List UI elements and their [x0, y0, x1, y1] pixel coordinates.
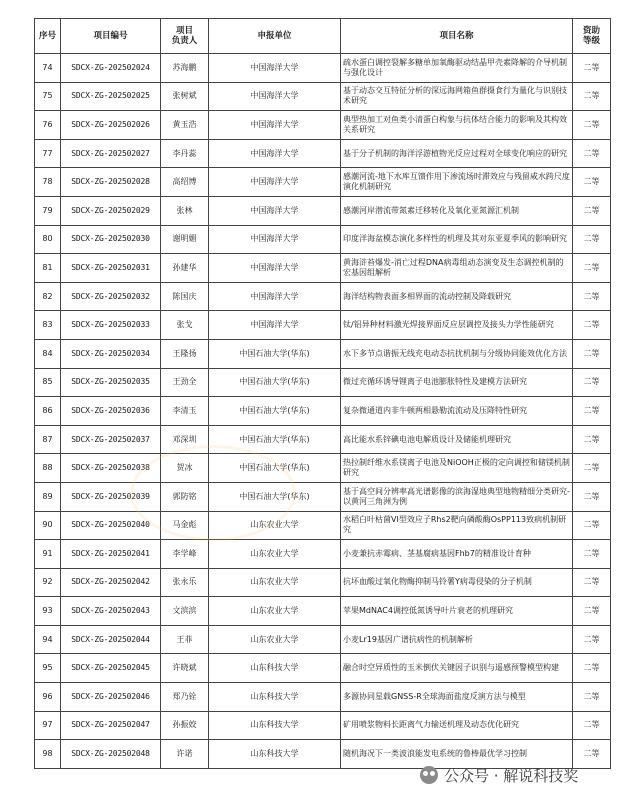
cell-seq: 76 — [35, 111, 61, 140]
cell-level: 二等 — [573, 54, 611, 83]
cell-unit: 中国石油大学(华东) — [209, 368, 341, 397]
cell-code: SDCX-ZG-202502037 — [61, 425, 161, 454]
cell-code: SDCX-ZG-202502032 — [61, 282, 161, 311]
cell-code: SDCX-ZG-202502045 — [61, 654, 161, 683]
cell-leader: 许晓斌 — [161, 654, 209, 683]
table-row — [35, 597, 611, 626]
cell-level: 二等 — [573, 654, 611, 683]
cell-level: 二等 — [573, 282, 611, 311]
cell-leader: 王劲全 — [161, 368, 209, 397]
cell-code: SDCX-ZG-202502038 — [61, 454, 161, 483]
cell-level: 二等 — [573, 454, 611, 483]
wechat-icon — [420, 766, 438, 784]
cell-level: 二等 — [573, 82, 611, 111]
header-unit: 申报单位 — [209, 19, 341, 54]
cell-leader: 孙建华 — [161, 254, 209, 283]
cell-leader: 贺冰 — [161, 454, 209, 483]
cell-leader: 陈国庆 — [161, 282, 209, 311]
table-header-row — [35, 19, 611, 54]
cell-unit: 中国石油大学(华东) — [209, 339, 341, 368]
header-level: 资助 等级 — [573, 19, 611, 54]
cell-unit: 中国海洋大学 — [209, 311, 341, 340]
cell-code: SDCX-ZG-202502027 — [61, 139, 161, 168]
cell-level: 二等 — [573, 254, 611, 283]
cell-title: 基于高空间分辨率高光谱影像的滨海湿地典型地物精细分类研究-以黄河三角洲为例 — [341, 482, 573, 511]
cell-title: 感潮河岸潜流带氮素迁移转化及氧化亚氮源汇机制 — [341, 196, 573, 225]
cell-leader: 张戈 — [161, 311, 209, 340]
cell-seq: 77 — [35, 139, 61, 168]
cell-title: 水下多节点谐振无线充电动态抗扰机制与分级协同能效优化方法 — [341, 339, 573, 368]
cell-seq: 84 — [35, 339, 61, 368]
cell-unit: 中国石油大学(华东) — [209, 397, 341, 426]
table-row — [35, 511, 611, 540]
cell-level: 二等 — [573, 511, 611, 540]
cell-seq: 79 — [35, 196, 61, 225]
cell-unit: 中国海洋大学 — [209, 225, 341, 254]
cell-level: 二等 — [573, 139, 611, 168]
cell-title: 复杂微通道内非牛顿两相悬勒流流动及压降特性研究 — [341, 397, 573, 426]
cell-leader: 文滨滨 — [161, 597, 209, 626]
cell-seq: 85 — [35, 368, 61, 397]
cell-seq: 96 — [35, 683, 61, 712]
table-row — [35, 482, 611, 511]
cell-seq: 86 — [35, 397, 61, 426]
project-table — [34, 18, 611, 769]
cell-leader: 高绍博 — [161, 168, 209, 197]
cell-title: 小麦兼抗赤霉病、茎基腐病基因Fhb7的精准设计育种 — [341, 540, 573, 569]
cell-title: 微过充循环诱导锂离子电池膨胀特性及建模方法研究 — [341, 368, 573, 397]
cell-title: 印度洋海盆模态演化多样性的机理及其对东亚夏季风的影响研究 — [341, 225, 573, 254]
table-row — [35, 683, 611, 712]
cell-unit: 山东科技大学 — [209, 711, 341, 740]
cell-unit: 山东农业大学 — [209, 625, 341, 654]
cell-seq: 95 — [35, 654, 61, 683]
cell-level: 二等 — [573, 339, 611, 368]
cell-code: SDCX-ZG-202502026 — [61, 111, 161, 140]
cell-leader: 马金彪 — [161, 511, 209, 540]
table-row — [35, 625, 611, 654]
cell-title: 海洋结构物表面多相界面的流动控制及降载研究 — [341, 282, 573, 311]
cell-code: SDCX-ZG-202502046 — [61, 683, 161, 712]
cell-level: 二等 — [573, 111, 611, 140]
table-row — [35, 654, 611, 683]
cell-leader: 李学峰 — [161, 540, 209, 569]
cell-seq: 98 — [35, 740, 61, 769]
cell-code: SDCX-ZG-202502025 — [61, 82, 161, 111]
cell-title: 基于动态交互特征分析的深远海网箱鱼群摄食行为量化与识别技术研究 — [341, 82, 573, 111]
cell-level: 二等 — [573, 397, 611, 426]
cell-level: 二等 — [573, 740, 611, 769]
cell-seq: 92 — [35, 568, 61, 597]
cell-title: 小麦Lr19基因广谱抗病性的机制解析 — [341, 625, 573, 654]
cell-seq: 89 — [35, 482, 61, 511]
cell-seq: 90 — [35, 511, 61, 540]
cell-seq: 83 — [35, 311, 61, 340]
cell-unit: 中国海洋大学 — [209, 111, 341, 140]
cell-seq: 80 — [35, 225, 61, 254]
cell-seq: 94 — [35, 625, 61, 654]
cell-unit: 山东科技大学 — [209, 654, 341, 683]
cell-seq: 88 — [35, 454, 61, 483]
wechat-watermark — [420, 760, 630, 790]
header-title: 项目名称 — [341, 19, 573, 54]
cell-level: 二等 — [573, 482, 611, 511]
table-row — [35, 540, 611, 569]
cell-code: SDCX-ZG-202502039 — [61, 482, 161, 511]
cell-code: SDCX-ZG-202502029 — [61, 196, 161, 225]
header-code: 项目编号 — [61, 19, 161, 54]
cell-level: 二等 — [573, 597, 611, 626]
table-row — [35, 196, 611, 225]
table-row — [35, 82, 611, 111]
cell-title: 热拉制纤维水系镁离子电池及NiOOH正极的定向调控和储镁机制研究 — [341, 454, 573, 483]
cell-title: 矿用喷浆物料长距离气力输送机理及动态优化研究 — [341, 711, 573, 740]
cell-seq: 82 — [35, 282, 61, 311]
cell-title: 水稻白叶枯菌VI型效应子Rhs2靶向磷酸酶OsPP113致病机制研究 — [341, 511, 573, 540]
cell-leader: 张林 — [161, 196, 209, 225]
cell-seq: 91 — [35, 540, 61, 569]
cell-title: 高比能水系锌碘电池电解质设计及储能机理研究 — [341, 425, 573, 454]
cell-level: 二等 — [573, 683, 611, 712]
cell-leader: 郭防铭 — [161, 482, 209, 511]
cell-title: 疏水蛋白调控裂解多糖单加氧酶驱动结晶甲壳素降解的介导机制与强化设计 — [341, 54, 573, 83]
cell-unit: 中国海洋大学 — [209, 82, 341, 111]
cell-title: 抗坏血酸过氧化物酶抑制马铃薯Y病毒侵染的分子机制 — [341, 568, 573, 597]
table-row — [35, 168, 611, 197]
cell-seq: 93 — [35, 597, 61, 626]
cell-title: 基于分子机制的海洋浮游植物光反应过程对全球变化响应的研究 — [341, 139, 573, 168]
cell-seq: 74 — [35, 54, 61, 83]
cell-unit: 中国石油大学(华东) — [209, 454, 341, 483]
cell-level: 二等 — [573, 625, 611, 654]
table-row — [35, 454, 611, 483]
table-row — [35, 311, 611, 340]
cell-leader: 王菲 — [161, 625, 209, 654]
cell-leader: 王隆扬 — [161, 339, 209, 368]
cell-level: 二等 — [573, 425, 611, 454]
table-row — [35, 54, 611, 83]
cell-title: 随机海况下一类波浪能发电系统的鲁棒最优学习控制 — [341, 740, 573, 769]
cell-code: SDCX-ZG-202502047 — [61, 711, 161, 740]
table-row — [35, 225, 611, 254]
cell-title: 多源协同星载GNSS-R全球海面盐度反演方法与模型 — [341, 683, 573, 712]
table-row — [35, 111, 611, 140]
header-seq: 序号 — [35, 19, 61, 54]
cell-seq: 97 — [35, 711, 61, 740]
cell-level: 二等 — [573, 225, 611, 254]
cell-unit: 山东农业大学 — [209, 511, 341, 540]
cell-leader: 邓深圳 — [161, 425, 209, 454]
cell-code: SDCX-ZG-202502024 — [61, 54, 161, 83]
cell-unit: 中国海洋大学 — [209, 254, 341, 283]
cell-unit: 山东农业大学 — [209, 597, 341, 626]
cell-unit: 中国海洋大学 — [209, 139, 341, 168]
table-row — [35, 282, 611, 311]
cell-unit: 中国海洋大学 — [209, 282, 341, 311]
table-row — [35, 139, 611, 168]
cell-unit: 中国海洋大学 — [209, 168, 341, 197]
cell-unit: 中国石油大学(华东) — [209, 482, 341, 511]
cell-leader: 谢明媚 — [161, 225, 209, 254]
cell-leader: 张树斌 — [161, 82, 209, 111]
table-row — [35, 339, 611, 368]
cell-leader: 苏海鹏 — [161, 54, 209, 83]
cell-level: 二等 — [573, 540, 611, 569]
cell-title: 融合时空异质性的玉米倒伏关键因子识别与遥感预警模型构建 — [341, 654, 573, 683]
cell-code: SDCX-ZG-202502041 — [61, 540, 161, 569]
cell-level: 二等 — [573, 711, 611, 740]
cell-title: 感潮河流-地下水库互馈作用下渗流场时滞效应与残留咸水跨尺度演化机制研究 — [341, 168, 573, 197]
cell-leader: 郑乃铨 — [161, 683, 209, 712]
cell-seq: 87 — [35, 425, 61, 454]
cell-code: SDCX-ZG-202502048 — [61, 740, 161, 769]
cell-title: 黄海浒苔爆发-消亡过程DNA病毒组动态演变及生态调控机制的宏基因组解析 — [341, 254, 573, 283]
cell-code: SDCX-ZG-202502044 — [61, 625, 161, 654]
cell-leader: 孙振姣 — [161, 711, 209, 740]
cell-title: 钛/铝异种材料激光焊接界面反应层调控及接头力学性能研究 — [341, 311, 573, 340]
cell-code: SDCX-ZG-202502043 — [61, 597, 161, 626]
cell-unit: 山东科技大学 — [209, 740, 341, 769]
cell-unit: 山东农业大学 — [209, 540, 341, 569]
table-row — [35, 397, 611, 426]
cell-code: SDCX-ZG-202502036 — [61, 397, 161, 426]
table-row — [35, 254, 611, 283]
cell-code: SDCX-ZG-202502040 — [61, 511, 161, 540]
cell-code: SDCX-ZG-202502034 — [61, 339, 161, 368]
table-row — [35, 711, 611, 740]
cell-seq: 81 — [35, 254, 61, 283]
cell-level: 二等 — [573, 368, 611, 397]
cell-level: 二等 — [573, 311, 611, 340]
table-row — [35, 568, 611, 597]
cell-code: SDCX-ZG-202502033 — [61, 311, 161, 340]
cell-leader: 李丹蕊 — [161, 139, 209, 168]
cell-code: SDCX-ZG-202502031 — [61, 254, 161, 283]
cell-level: 二等 — [573, 196, 611, 225]
cell-unit: 中国海洋大学 — [209, 196, 341, 225]
cell-title: 苹果MdNAC4调控低氮诱导叶片衰老的机理研究 — [341, 597, 573, 626]
cell-leader: 黄玉浩 — [161, 111, 209, 140]
header-leader: 项目 负责人 — [161, 19, 209, 54]
cell-code: SDCX-ZG-202502042 — [61, 568, 161, 597]
cell-level: 二等 — [573, 168, 611, 197]
table-row — [35, 368, 611, 397]
cell-seq: 75 — [35, 82, 61, 111]
cell-unit: 中国海洋大学 — [209, 54, 341, 83]
cell-leader: 李清玉 — [161, 397, 209, 426]
table-row — [35, 425, 611, 454]
cell-leader: 许诺 — [161, 740, 209, 769]
cell-unit: 山东科技大学 — [209, 683, 341, 712]
cell-code: SDCX-ZG-202502035 — [61, 368, 161, 397]
faint-seal-stamp — [130, 445, 296, 541]
cell-unit: 中国石油大学(华东) — [209, 425, 341, 454]
cell-level: 二等 — [573, 568, 611, 597]
cell-code: SDCX-ZG-202502028 — [61, 168, 161, 197]
cell-title: 典型热加工对鱼类小清蛋白构象与抗体结合能力的影响及其构效关系研究 — [341, 111, 573, 140]
cell-unit: 山东农业大学 — [209, 568, 341, 597]
cell-seq: 78 — [35, 168, 61, 197]
cell-code: SDCX-ZG-202502030 — [61, 225, 161, 254]
watermark-text: 公众号 · 解说科技奖 — [444, 766, 579, 785]
cell-leader: 张永乐 — [161, 568, 209, 597]
